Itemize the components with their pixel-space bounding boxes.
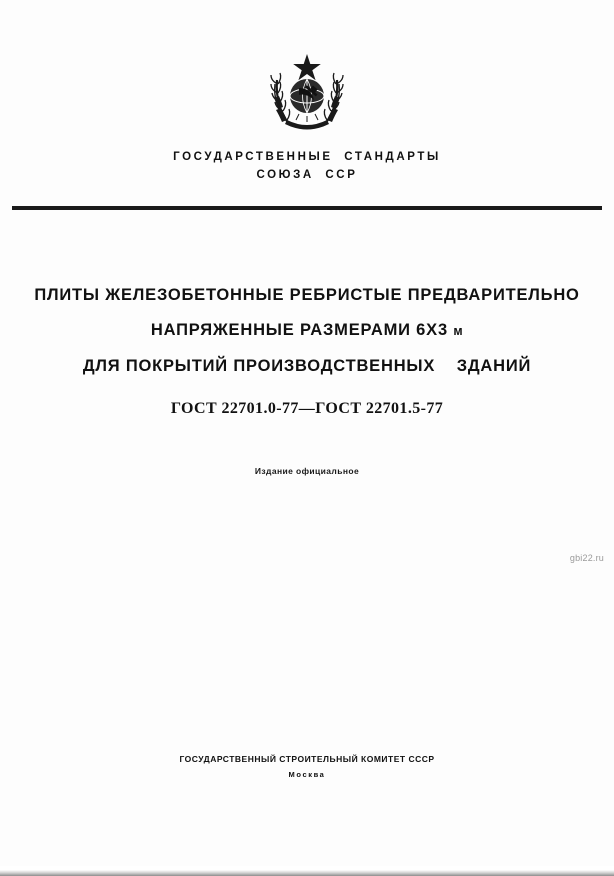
horizontal-rule bbox=[12, 206, 602, 210]
title-block bbox=[0, 278, 614, 476]
footer bbox=[0, 752, 614, 782]
official-edition-note: Издание официальное bbox=[254, 466, 360, 476]
header-line-union: СОЮЗА ССР bbox=[256, 169, 358, 181]
ussr-state-emblem-icon bbox=[259, 38, 355, 142]
title-line-2-unit: м bbox=[453, 324, 464, 338]
scan-bottom-edge bbox=[0, 866, 614, 876]
watermark: gbi22.ru bbox=[569, 553, 604, 563]
title-line-2-text: НАПРЯЖЕННЫЕ РАЗМЕРАМИ 6Х3 bbox=[150, 321, 454, 339]
title-line-3: ДЛЯ ПОКРЫТИЙ ПРОИЗВОДСТВЕННЫХ ЗДАНИЙ bbox=[82, 357, 532, 375]
title-line-2 bbox=[0, 313, 614, 349]
title-line-1: ПЛИТЫ ЖЕЛЕЗОБЕТОННЫЕ РЕБРИСТЫЕ ПРЕДВАРИТЕЛЬНО bbox=[34, 286, 580, 304]
footer-organization: ГОСУДАРСТВЕННЫЙ СТРОИТЕЛЬНЫЙ КОМИТЕТ СССР bbox=[179, 754, 435, 764]
header-titles bbox=[0, 148, 614, 184]
gost-code: ГОСТ 22701.0-77—ГОСТ 22701.5-77 bbox=[170, 400, 444, 417]
emblem-container bbox=[0, 38, 614, 142]
footer-city: Москва bbox=[288, 770, 326, 779]
header-line-standards: ГОСУДАРСТВЕННЫЕ СТАНДАРТЫ bbox=[173, 151, 441, 163]
